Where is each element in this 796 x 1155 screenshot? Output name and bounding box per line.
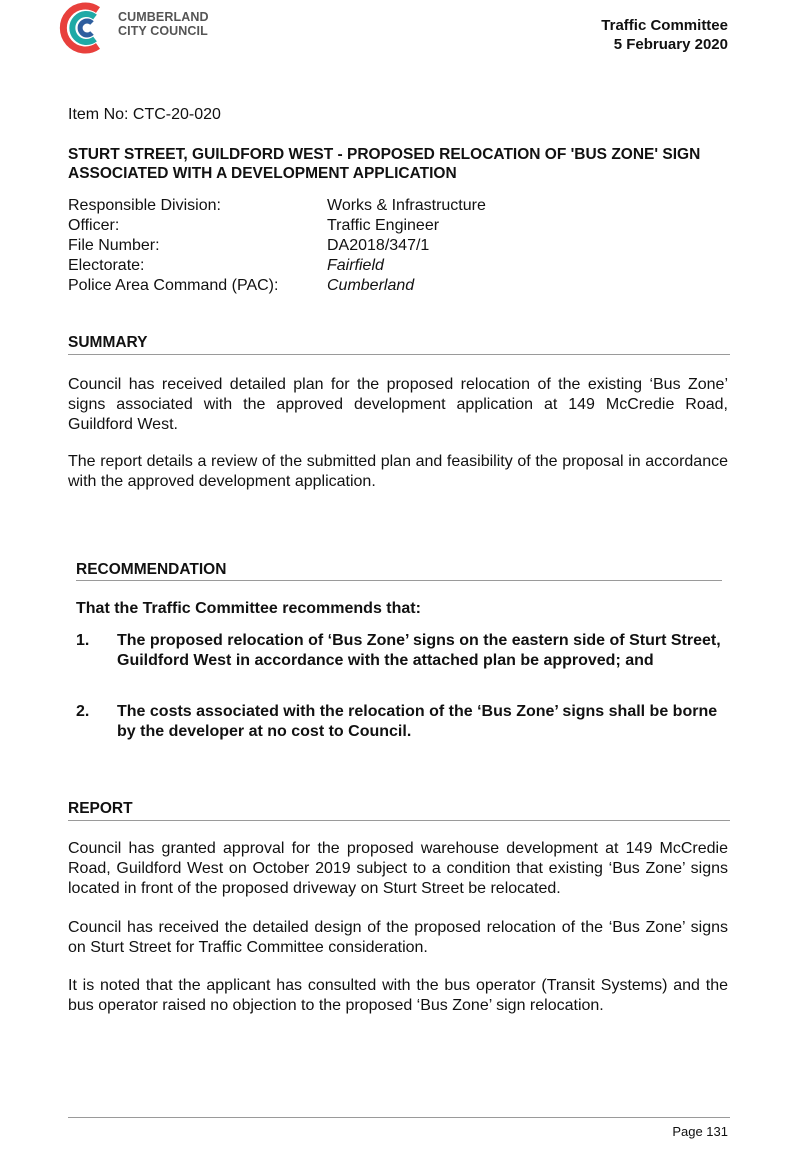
report-title: STURT STREET, GUILDFORD WEST - PROPOSED RELOCATION OF 'BUS ZONE' SIGN ASSOCIATED WITH A DEVELOPMENT APPLICATION xyxy=(68,146,701,182)
meta-row-pac xyxy=(68,276,486,296)
recommendation-intro: That the Traffic Committee recommends that: xyxy=(76,600,421,617)
council-logo-text xyxy=(118,10,209,38)
council-name-line1: CUMBERLAND xyxy=(118,10,209,24)
report-paragraph-3: It is noted that the applicant has consulted with the bus operator (Transit Systems) and the bus operator raised no objection to the proposed ‘Bus Zone’ sign relocation. xyxy=(68,977,728,1014)
document-header xyxy=(601,16,728,54)
meta-label: Police Area Command (PAC): xyxy=(68,277,279,294)
meta-label: File Number: xyxy=(68,237,160,254)
recommendation-number: 1. xyxy=(76,632,90,649)
summary-paragraph-2: The report details a review of the submitted plan and feasibility of the proposal in accordance with the approved development application. xyxy=(68,453,728,490)
meta-value: Works & Infrastructure xyxy=(327,197,486,214)
summary-heading: SUMMARY xyxy=(68,334,148,351)
meta-value: Cumberland xyxy=(327,277,415,294)
council-name-line2: CITY COUNCIL xyxy=(118,24,208,38)
report-paragraph-1: Council has granted approval for the proposed warehouse development at 149 McCredie Road, Guildford West on October 2019 subject to a condition that existing ‘Bus Zone’ signs located in front of the proposed driveway on Sturt Street be relocated. xyxy=(68,840,728,897)
meta-row-division xyxy=(68,196,486,216)
meta-value: Traffic Engineer xyxy=(327,217,440,234)
committee-name: Traffic Committee xyxy=(601,17,728,34)
meta-value: Fairfield xyxy=(327,257,384,274)
meta-label: Officer: xyxy=(68,217,120,234)
report-metadata xyxy=(68,196,486,296)
summary-paragraph-1: Council has received detailed plan for the proposed relocation of the existing ‘Bus Zone’ signs associated with the approved development application at 149 McCredie Road, Guildford West. xyxy=(68,376,728,433)
meeting-date: 5 February 2020 xyxy=(613,36,728,53)
recommendation-text: The proposed relocation of ‘Bus Zone’ signs on the eastern side of Sturt Street, Guildford West in accordance with the attached plan be approved; and xyxy=(117,632,721,669)
recommendation-number: 2. xyxy=(76,703,90,720)
recommendation-item-1 xyxy=(76,631,726,671)
summary-divider xyxy=(68,354,730,355)
meta-value: DA2018/347/1 xyxy=(327,237,430,254)
meta-row-file-number xyxy=(68,236,486,256)
item-number: Item No: CTC-20-020 xyxy=(68,106,221,123)
council-logo xyxy=(58,0,238,56)
report-heading: REPORT xyxy=(68,800,133,817)
recommendation-text: The costs associated with the relocation of the ‘Bus Zone’ signs shall be borne by the developer at no cost to Council. xyxy=(117,703,718,740)
meta-label: Responsible Division: xyxy=(68,197,221,214)
meta-row-electorate xyxy=(68,256,486,276)
report-divider xyxy=(68,820,730,821)
recommendation-item-2 xyxy=(76,702,726,742)
page-number: Page 131 xyxy=(672,1124,728,1139)
meta-row-officer xyxy=(68,216,486,236)
footer-divider xyxy=(68,1117,730,1118)
council-logo-icon xyxy=(58,0,114,56)
meta-label: Electorate: xyxy=(68,257,145,274)
recommendation-heading: RECOMMENDATION xyxy=(76,561,227,578)
recommendation-divider xyxy=(76,580,722,581)
report-paragraph-2: Council has received the detailed design of the proposed relocation of the ‘Bus Zone’ signs on Sturt Street for Traffic Committee consideration. xyxy=(68,919,728,956)
